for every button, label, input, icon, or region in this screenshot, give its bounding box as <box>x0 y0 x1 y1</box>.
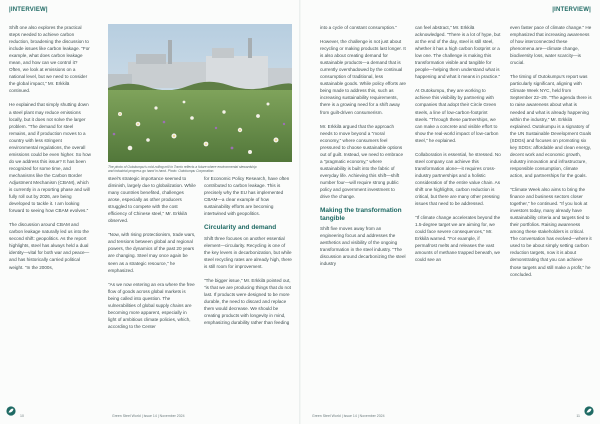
paragraph: even faster pace of climate change." He emphasized that increasing awareness of how interconnected these phenomena are—climate change, biodiversity loss, water scarcity—is crucial. <box>510 25 592 66</box>
leaf-icon <box>584 406 594 416</box>
text-column-3 <box>204 175 292 333</box>
page-number-left: 10 <box>20 414 24 418</box>
photo-caption: The photo of Outokumpu's cold-rolling mill in Tornio reflects a future where environmental stewardship and industrial progress go hand in hand. Photo: Outokumpu Corporation. <box>108 165 257 174</box>
paragraph: into a cycle of constant consumption." <box>320 25 397 30</box>
section-tag-right: |INTERVIEW| <box>552 7 591 13</box>
paragraph: Shift three focuses on another essential element—circularity. Recycling is one of the key levers in decarbonization, but while steel recycling rates are already high, there is still room for improvement. <box>204 235 292 269</box>
text-column-4 <box>320 24 406 274</box>
paragraph: The discussion around CBAM and carbon leakage naturally led us into the second shift: geopolitics. As the report highlights, steel has always held a dual identity—vital for both war and peace—and has historically carried political weight. "In the 2000s, <box>9 222 90 270</box>
paragraph: He explained that simply shutting down a steel plant may reduce emissions locally, but it does not solve the larger problem. "The demand for steel remains, and if production moves to a country with less stringent environmental regulations, the overall emissions could be even higher. So how do we address this issue? It has been recognized for some time, and mechanisms like the Carbon Border Adjustment Mechanism (CBAM), which is currently in a reporting phase and will fully roll out by 2026, are being developed to tackle it. I am looking forward to seeing how CBAM evolves." <box>9 102 91 214</box>
paragraph: for Economic Policy Research, have often contributed to carbon leakage. This is precisely why the EU has implemented CBAM—a clear example of how sustainability efforts are becoming intertwined with geopolitics. <box>204 176 290 217</box>
footer-publication-left: Green Steel World | Issue 14 | November 2024 <box>112 414 185 418</box>
paragraph: can feel abstract," Mr. Erkkilä acknowledged. "There is a lot of hype, but at the end of the day, steel is still steel, whether it has a high carbon footprint or a low one. The challenge is making this transformation visible and tangible for people—helping them understand what is happening and what it means in practice." <box>415 25 501 80</box>
right-page <box>300 0 600 424</box>
paragraph: "If climate change accelerates beyond the 1.5-degree target we are aiming for, we could face severe consequences," Mr. Erkkilä warned. "For example, if permafrost melts and releases the vast amounts of methane trapped beneath, we could see an <box>415 215 501 263</box>
subheading: Circularity and demand <box>204 224 277 232</box>
paragraph: steel's strategic importance seemed to diminish, largely due to globalization. While many countries benefited, challenges arose, especially as other producers struggled to compete with the cost efficiency of Chinese steel," Mr. Erkkilä observed. <box>108 176 196 224</box>
paragraph: The timing of Outokumpu's report was particularly significant, aligning with Climate Week NYC, held from September 22–29. "The agenda there is to raise awareness about what is needed and what is already happening within the industry," Mr. Erkkilä explained. Outokumpu is a signatory of the UN Sustainable Development Goals (SDGs) and focuses on promoting six key SDGs: affordable and clean energy, decent work and economic growth, industry innovation and infrastructure, responsible consumption, climate action, and partnerships for the goals. <box>510 74 592 178</box>
paragraph: Mr. Erkkilä argued that the approach needs to move beyond a "moral economy," where consumers feel pressured to choose sustainable options out of guilt. Instead, we need to embrace a "pragmatic economy," where sustainability is built into the fabric of everyday life. Achieving this shift—shift number four—will require strong public policy and government investment to drive the change. <box>320 123 403 200</box>
text-column-2 <box>108 175 196 337</box>
cold-rolling-mill-photo <box>108 24 292 162</box>
paragraph: At Outokumpu, they are working to achieve this visibility by partnering with companies that adopt their Circle Green steels, a line of low-carbon-footprint steels. "Through these partnerships, we can make a concrete and visible effort to show the real-world impact of low-carbon steel," he explained. <box>415 88 499 143</box>
leaf-icon <box>6 406 16 416</box>
footer-publication-right: Green Steel World | Issue 14 | November 2024 <box>312 414 385 418</box>
subheading: Making the transformation tangible <box>320 207 402 222</box>
paragraph: Collaboration is essential, he stressed. No steel company can achieve this transformation alone—it requires cross-industry partnerships and a holistic consideration of the entire value chain. As shift one highlights, carbon reduction is critical, but there are many other pressing issues that need to be addressed. <box>415 151 501 207</box>
paragraph: However, the challenge is not just about recycling or making products last longer. It is also about creating demand for sustainable products—a demand that is currently overshadowed by the continual consumption of traditional, less sustainable goods. While policy efforts are being made to address this, such as increasing sustainability requirements, there is a growing need for a shift away from guilt-driven consumerism. <box>320 39 406 115</box>
paragraph: Shift five moves away from an engineering focus and addresses the aesthetics and visibility of the ongoing transformation in the steel industry. "The discussion around decarbonizing the steel industry <box>320 226 406 267</box>
paragraph: "The bigger issue," Mr. Erkkilä pointed out, "is that we are producing things that do not last. If products were designed to be more durable, the need to discard and replace them would decrease. We should be creating products with longevity in mind, emphasizing durability rather than feeding <box>204 278 291 326</box>
paragraph: "Now, with rising protectionism, trade wars, and tensions between global and regional powers, the dynamics of the past 20 years are changing. Steel may once again be seen as a strategic resource," he emphasized. <box>108 232 196 273</box>
paragraph: "As we now entering an era where the free flow of goods across global markets is being called into question. The vulnerabilities of global supply chains are becoming more apparent, especially in light of ambitious climate policies, which, according to the Center <box>108 281 195 329</box>
text-column-1 <box>9 24 91 278</box>
text-column-6 <box>510 24 592 285</box>
page-number-right: 11 <box>576 414 580 418</box>
paragraph: Shift one also explores the practical steps needed to achieve carbon reduction, broadening the discussion to include issues like carbon leakage. "For example, what does carbon leakage mean, and how can we control it? Often, we look at emissions on a national level, but we need to consider the global impact," Mr. Erkkilä continued. <box>9 25 90 94</box>
text-column-5 <box>415 24 501 270</box>
feature-photo <box>108 24 292 162</box>
paragraph: "Climate Week also aims to bring the finance and business sectors closer together," he continued. "If you look at investors today, many already have sustainability criteria and targets tied to their portfolios. Raising awareness among these stakeholders is critical. The conversation has evolved—where it used to be about simply setting carbon reduction targets, now it is about demonstrating that you can achieve those targets and still make a profit," he concluded. <box>510 186 592 277</box>
section-tag-left: |INTERVIEW| <box>9 7 48 13</box>
